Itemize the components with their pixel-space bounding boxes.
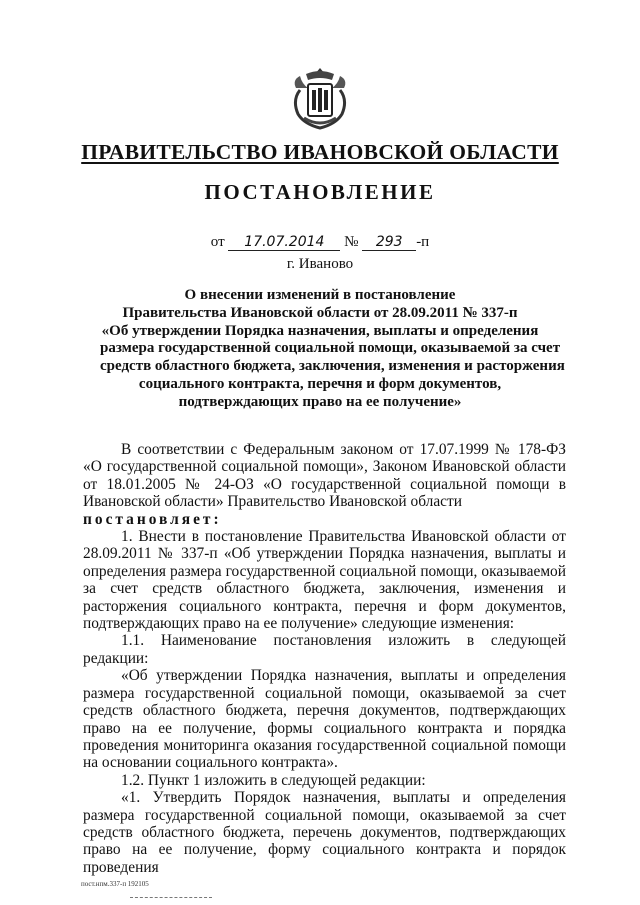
paragraph-1-1: 1.1. Наименование постановления изложить в следующей редакции: xyxy=(83,632,566,667)
document-subject xyxy=(100,287,565,412)
date-number-line xyxy=(0,234,640,251)
coat-of-arms-emblem xyxy=(290,64,350,130)
document-number: 293 xyxy=(362,234,416,251)
document-body xyxy=(83,441,566,876)
paragraph-1-1-text: «Об утверждении Порядка назначения, выплаты и определения размера государственной социальной помощи, оказываемой за счет средств областного бюджета, перечня документов, подтверждающих право на ее получение, формы социального контракта и порядка проведения мониторинга оказания государственной социальной помощи на основании социального контракта». xyxy=(83,667,566,772)
footer-file-code: пост.нпм.337-п 192105 xyxy=(81,880,149,888)
document-type: ПОСТАНОВЛЕНИЕ xyxy=(204,180,436,204)
paragraph-1-2-text: «1. Утвердить Порядок назначения, выплаты и определения размера государственной социальной помощи, оказываемой за счет средств областного бюджета, перечень документов, подтверждающих право на ее получение, форму социального контракта и порядок проведения xyxy=(83,789,566,876)
subject-line: размера государственной социальной помощи, оказываемой за счет xyxy=(100,340,561,357)
paragraph-1-2: 1.2. Пункт 1 изложить в следующей редакции: xyxy=(121,771,426,789)
resolves-word-text: постановляет: xyxy=(83,510,222,528)
subject-line: подтверждающих право на ее получение» xyxy=(178,393,462,410)
document-date: 17.07.2014 xyxy=(228,234,340,251)
preamble-paragraph: В соответствии с Федеральным законом от 17.07.1999 № 178-ФЗ «О государственной социальной помощи», Законом Ивановской области от 18.01.2005 № 24-ОЗ «О государственной социальной помощи в Ивановской области» Правительство Ивановской области xyxy=(83,441,566,511)
number-prefix: № xyxy=(344,234,359,250)
subject-line: средств областного бюджета, заключения, изменения и расторжения xyxy=(100,358,565,375)
city: г. Иваново xyxy=(286,256,354,272)
government-title: ПРАВИТЕЛЬСТВО ИВАНОВСКОЙ ОБЛАСТИ xyxy=(81,140,559,164)
date-prefix: от xyxy=(210,234,225,250)
subject-line: О внесении изменений в постановление xyxy=(184,287,456,303)
paragraph-1: 1. Внести в постановление Правительства Ивановской области от 28.09.2011 № 337-п «Об утверждении Порядка назначения, выплаты и определения размера государственной социальной помощи, оказываемой за счет средств областного бюджета, заключения, изменения и расторжения социального контракта, перечня и форм документов, подтверждающих право на ее получение» следующие изменения: xyxy=(83,528,566,633)
subject-line: «Об утверждении Порядка назначения, выплаты и определения xyxy=(101,322,539,339)
subject-line: социального контракта, перечня и форм документов, xyxy=(138,375,502,392)
number-suffix: -п xyxy=(416,234,430,250)
resolves-word xyxy=(83,511,566,528)
subject-line: Правительства Ивановской области от 28.09.2011 № 337-п xyxy=(122,304,518,321)
footer-divider xyxy=(130,897,212,898)
